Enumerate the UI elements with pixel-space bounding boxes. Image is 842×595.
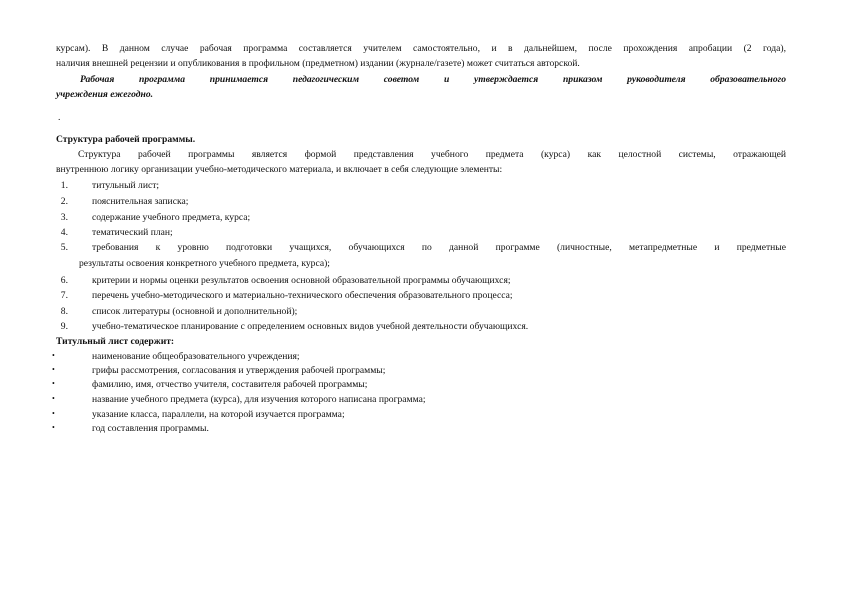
list-item-text-continued: результаты освоения конкретного учебного предмета, курса); (79, 258, 330, 269)
list-item-number: 4. (60, 227, 68, 238)
separator-dot: . (58, 112, 61, 123)
list-item-text: содержание учебного предмета, курса; (92, 212, 251, 223)
intro-line-1: курсам). В данном случае рабочая программа составляется учителем самостоятельно, и в дальнейшем, после прохождения апробации (2 года), (56, 43, 786, 54)
list-item-text: год составления программы. (92, 423, 209, 434)
list-item-number: 8. (60, 306, 68, 317)
list-item-number: 6. (60, 275, 68, 286)
list-item-text: наименование общеобразовательного учреждения; (92, 351, 300, 362)
list-item-text: критерии и нормы оценки результатов освоения основной образовательной программы обучающихся; (92, 275, 511, 286)
list-item-text: грифы рассмотрения, согласования и утверждения рабочей программы; (92, 365, 386, 376)
list-item-text: указание класса, параллели, на которой изучается программа; (92, 409, 345, 420)
list-item-number: 3. (60, 212, 68, 223)
list-item-number: 1. (60, 180, 68, 191)
list-item-text: пояснительная записка; (92, 196, 189, 207)
list-item-text: фамилию, имя, отчество учителя, составителя рабочей программы; (92, 379, 368, 390)
bullet-icon: • (52, 409, 55, 418)
list-item-number: 2. (60, 196, 68, 207)
intro-line-2: наличия внешней рецензии и опубликования в профильном (предметном) издании (журнале/газете) может считаться авторской. (56, 58, 580, 69)
list-item-number: 7. (60, 290, 68, 301)
bullet-icon: • (52, 365, 55, 374)
structure-heading: Структура рабочей программы. (56, 134, 196, 145)
list-item-number: 9. (60, 321, 68, 332)
bullet-icon: • (52, 351, 55, 360)
list-item-text: перечень учебно-методического и материально-технического обеспечения образовательного процесса; (92, 290, 513, 301)
list-item-text: название учебного предмета (курса), для изучения которого написана программа; (92, 394, 426, 405)
list-item-text: тематический план; (92, 227, 173, 238)
bullet-icon: • (52, 423, 55, 432)
list-item-text: требования к уровню подготовки учащихся, обучающихся по данной программе (личностные, метапредметные и предметные (92, 242, 786, 253)
structure-para-line-2: внутреннюю логику организации учебно-методического материала, и включает в себя следующие элементы: (56, 164, 503, 175)
list-item-text: титульный лист; (92, 180, 160, 191)
approval-line-2: учреждения ежегодно. (56, 89, 154, 100)
title-page-heading: Титульный лист содержит: (56, 336, 175, 347)
structure-para-line-1: Структура рабочей программы является формой представления учебного предмета (курса) как целостной системы, отражающей (78, 149, 786, 160)
bullet-icon: • (52, 379, 55, 388)
list-item-text: учебно-тематическое планирование с определением основных видов учебной деятельности обучающихся. (92, 321, 529, 332)
list-item-text: список литературы (основной и дополнительной); (92, 306, 298, 317)
bullet-icon: • (52, 394, 55, 403)
list-item-number: 5. (60, 242, 68, 253)
approval-line-1: Рабочая программа принимается педагогическим советом и утверждается приказом руководителя образовательного (80, 74, 786, 85)
